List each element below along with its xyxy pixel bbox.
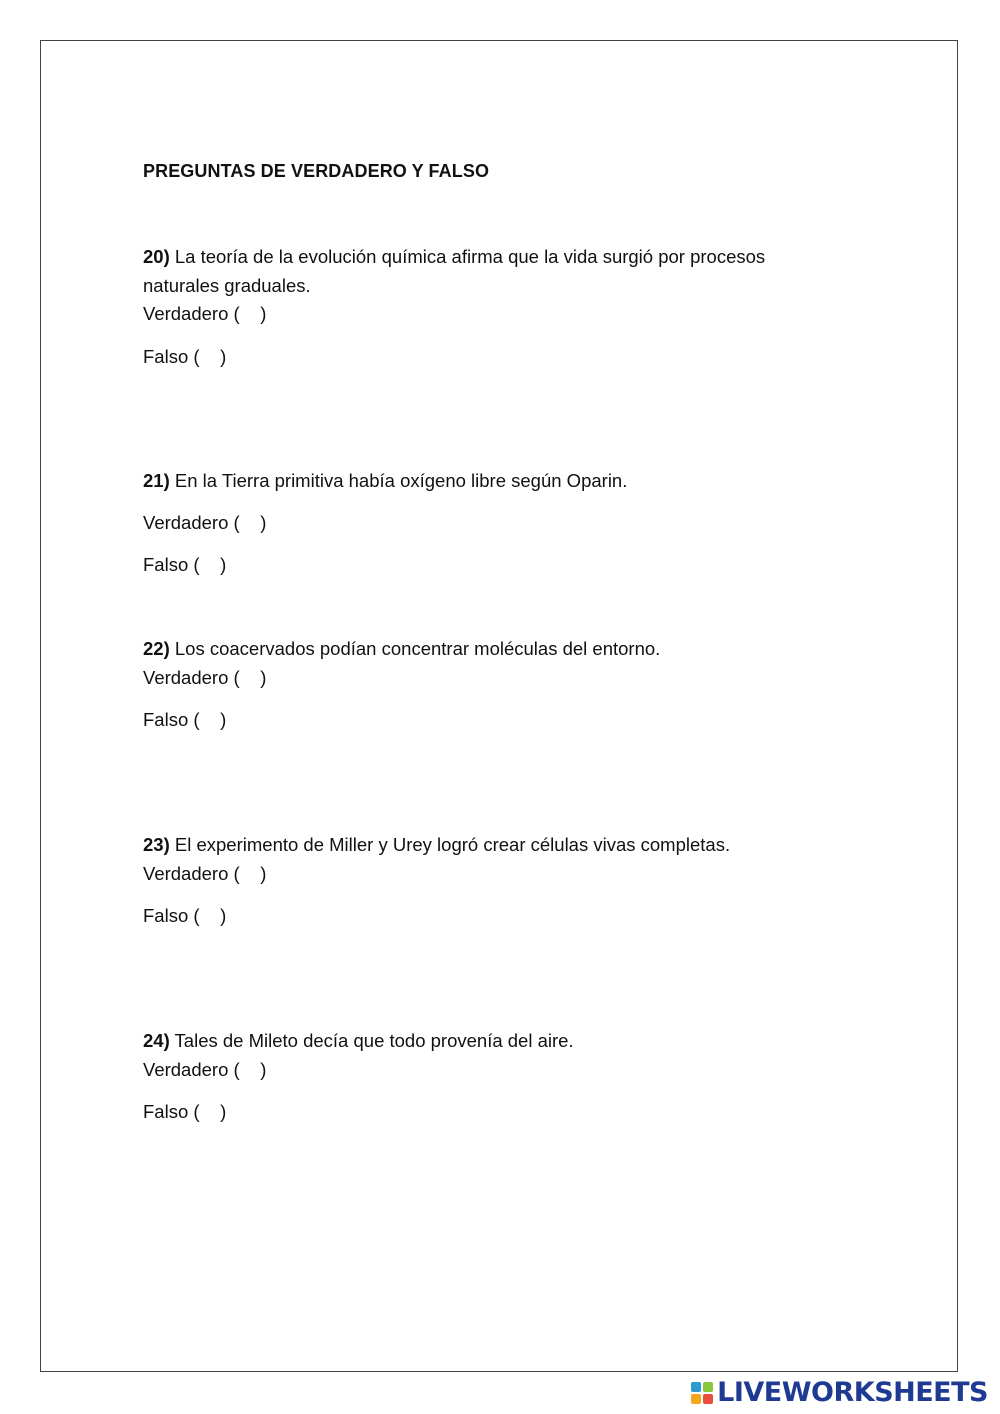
option-false[interactable]: Falso ( )	[143, 905, 227, 926]
question-statement: En la Tierra primitiva había oxígeno libre según Oparin.	[169, 470, 628, 491]
option-true[interactable]: Verdadero ( )	[143, 1058, 267, 1080]
question-21	[143, 467, 823, 580]
liveworksheets-logo-icon	[691, 1382, 713, 1404]
worksheet-heading: PREGUNTAS DE VERDADERO Y FALSO	[143, 161, 490, 181]
question-statement: La teoría de la evolución química afirma que la vida surgió por procesos naturales graduales.	[143, 246, 766, 296]
option-true[interactable]: Verdadero ( )	[143, 511, 267, 533]
question-text	[143, 831, 823, 860]
question-20	[143, 243, 823, 371]
question-statement: Tales de Mileto decía que todo provenía del aire.	[169, 1030, 574, 1051]
option-true[interactable]: Verdadero ( )	[143, 862, 267, 884]
option-false[interactable]: Falso ( )	[143, 1101, 227, 1122]
liveworksheets-logo	[691, 1377, 988, 1408]
option-false[interactable]: Falso ( )	[143, 709, 227, 730]
option-false[interactable]: Falso ( )	[143, 345, 227, 367]
question-number: 20)	[143, 246, 170, 267]
question-text	[143, 1027, 823, 1056]
option-true[interactable]: Verdadero ( )	[143, 666, 267, 688]
question-23	[143, 831, 823, 931]
option-true[interactable]: Verdadero ( )	[143, 303, 267, 324]
question-24	[143, 1027, 823, 1127]
question-number: 23)	[143, 834, 170, 855]
question-number: 21)	[143, 470, 170, 491]
question-number: 22)	[143, 638, 170, 659]
question-statement: El experimento de Miller y Urey logró crear células vivas completas.	[169, 834, 731, 855]
logo-tile	[703, 1382, 713, 1392]
question-text	[143, 243, 823, 300]
liveworksheets-logo-text: LIVEWORKSHEETS	[717, 1377, 988, 1408]
logo-tile	[691, 1382, 701, 1392]
question-text	[143, 467, 823, 496]
question-22	[143, 635, 823, 735]
logo-tile	[703, 1394, 713, 1404]
logo-tile	[691, 1394, 701, 1404]
question-text	[143, 635, 823, 664]
question-statement: Los coacervados podían concentrar moléculas del entorno.	[169, 638, 661, 659]
question-number: 24)	[143, 1030, 170, 1051]
option-false[interactable]: Falso ( )	[143, 554, 227, 575]
